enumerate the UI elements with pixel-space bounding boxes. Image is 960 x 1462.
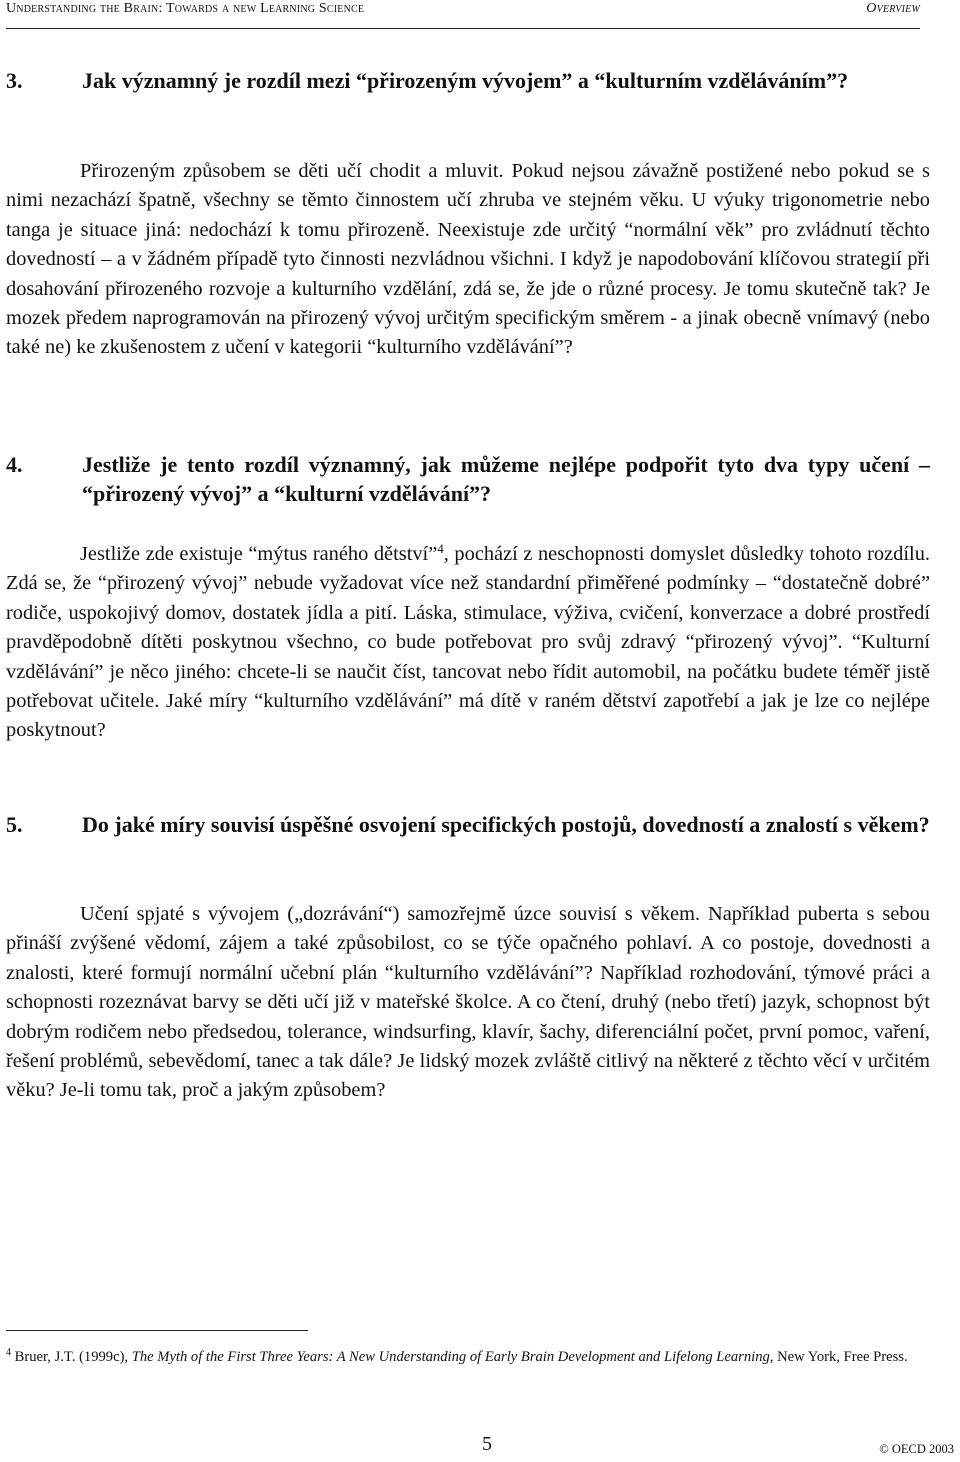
paragraph-3: Učení spjaté s vývojem („dozrávání“) samozřejmě úzce souvisí s věkem. Například puberta s sebou přináší zvýšené vědomí, zájem a také způsobilost, co se týče opačného pohlaví. A co postoje, dovednosti a znalosti, které formují normální učební plán “kulturního vzdělávání”? Například rozhodování, týmové práci a schopnosti rozeznávat barvy se děti učí již v mateřské školce. A co čtení, druhý (nebo třetí) jazyk, schopnost být dobrým rodičem nebo předsedou, tolerance, windsurfing, klavír, šachy, diferenciální počet, první pomoc, vaření, řešení problémů, sebevědomí, tanec a tak dále? Je lidský mozek zvláště citlivý na některé z těchto věcí v určitém věku? Je-li tomu tak, proč a jakým způsobem? [6,903,930,1102]
footnote-rule [6,1330,308,1331]
paragraph-2 [6,540,930,746]
footnote [6,1343,930,1367]
question-number: 5. [6,812,23,837]
copyright: © OECD 2003 [879,1442,954,1456]
footnote-publisher: New York, Free Press. [777,1348,908,1365]
question-title: Jak významný je rozdíl mezi “přirozeným vývojem” a “kulturním vzděláváním”? [82,68,849,93]
page-number: 5 [482,1433,492,1455]
footnote-reference[interactable]: 4 [437,540,444,556]
question-title: Do jaké míry souvisí úspěšné osvojení specifických postojů, dovedností a znalostí s věkem? [82,812,930,837]
question-number: 3. [6,68,23,93]
page-footer [6,1433,954,1457]
header-title: Understanding the Brain: Towards a new Learning Science [6,1,365,16]
running-header [6,0,920,22]
question-number: 4. [6,452,23,477]
header-rule [6,28,920,29]
footnote-number: 4 [6,1347,11,1358]
paragraph-1: Přirozeným způsobem se děti učí chodit a mluvit. Pokud nejsou závažně postižené nebo pokud se s nimi nezachází špatně, všechny se těmto činnostem učí zhruba ve stejném věku. U výuky trigonometrie nebo tanga je situace jiná: nedochází k tomu přirozeně. Neexistuje zde určitý “normální věk” pro zvládnutí těchto dovedností – a v žádném případě tyto činnosti nezvládnou všichni. I když je napodobování klíčovou strategií při dosahování přirozeného rozvoje a kulturního vzdělání, zdá se, že jde o různé procesy. Je tomu skutečně tak? Je mozek předem naprogramován na přirozený vývoj určitým specifickým směrem - a jinak obecně vnímavý (nebo také ne) ke zkušenostem z učení v kategorii “kulturního vzdělávání”? [6,160,930,359]
question-title: Jestliže je tento rozdíl významný, jak můžeme nejlépe podpořit tyto dva typy učení – “přirozený vývoj” a “kulturní vzdělávání”? [82,452,930,506]
question-3-heading [6,66,930,95]
footnote-book-title: The Myth of the First Three Years: A New Understanding of Early Brain Development and Lifelong Learning, [131,1348,774,1365]
paragraph-2-start: Jestliže zde existuje “mýtus raného dětství” [80,543,438,565]
header-section: Overview [866,1,920,16]
paragraph-2-rest: , pochází z neschopnosti domyslet důsledky tohoto rozdílu. Zdá se, že “přirozený vývoj” nebude vyžadovat více než standardní přiměřené podmínky – “dostatečně dobré” rodiče, uspokojivý domov, dostatek jídla a pití. Láska, stimulace, výživa, cvičení, konverzace a dobré prostředí pravděpodobně dítěti poskytnou všechno, co bude potřebovat pro svůj zdravý “přirozený vývoj”. “Kulturní vzdělávání” je něco jiného: chcete-li se naučit číst, tancovat nebo řídit automobil, na počátku budete téměř jistě potřebovat učitele. Jaké míry “kulturního vzdělávání” má dítě v raném dětství zapotřebí a jak je lze co nejlépe poskytnout? [6,543,930,742]
question-5-heading [6,810,930,839]
footnote-authors: Bruer, J.T. (1999c), [14,1348,129,1365]
question-4-heading [6,450,930,508]
